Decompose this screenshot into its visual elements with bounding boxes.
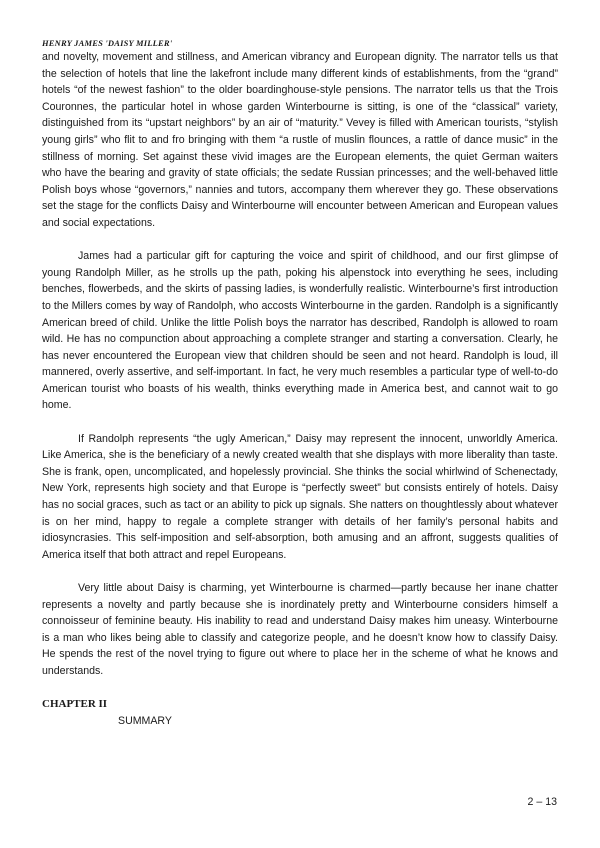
running-header: HENRY JAMES 'DAISY MILLER': [42, 38, 173, 48]
body-paragraph-4: Very little about Daisy is charming, yet Winterbourne is charmed—partly because her inane chatter represents a novelty and partly because she is inordinately pretty and Winterbourne considers himself a connoisseur of feminine beauty. His inability to read and understand Daisy makes him uneasy. Winterbourne is a man who likes being able to classify and categorize people, and he doesn’t know how to classify Daisy. He spends the rest of the novel trying to figure out where to place her in the scheme of what he knows and understands.: [42, 582, 558, 677]
body-paragraph-3: If Randolph represents “the ugly American,” Daisy may represent the innocent, unworldly America. Like America, she is the beneficiary of a newly created wealth that she displays with more liberality than taste. She is frank, open, uncomplicated, and hopelessly provincial. She thinks the social whirlwind of Schenectady, New York, represents high society and that Europe is “perfectly sweet” but consists entirely of hotels. Daisy has no social graces, such as tact or an ability to pick up signals. She natters on thoughtlessly about whatever is on her mind, happy to regale a complete stranger with details of her family’s personal habits and idiosyncrasies. This self-imposition and self-absorption, both amusing and an affront, suggests qualities of America itself that both attract and repel Europeans.: [42, 432, 558, 561]
body-paragraph-1: and novelty, movement and stillness, and American vibrancy and European dignity. The narrator tells us that the selection of hotels that line the lakefront include many different kinds of establishments, from the “grand” hotels “of the newest fashion” to the older boardinghouse-style pensions. The narrator tells us that the Trois Couronnes, the particular hotel in whose garden Winterbourne is sitting, is one of the “classical” variety, distinguished from its “upstart neighbors” by an air of “maturity.” Vevey is filled with American tourists, “stylish young girls” who flit to and fro bringing with them “a rustle of muslin flounces, a rattle of dance music” in the stillness of morning. Set against these vivid images are the European elements, the quiet German waiters who have the bearing and gravity of state officials; the sedate Russian princesses; and the well-behaved little Polish boys whose “governors,” nannies and tutors, accompany them wherever they go. These observations set the stage for the conflicts Daisy and Winterbourne will encounter between American and European values and social expectations.: [42, 51, 558, 229]
chapter-heading: CHAPTER II: [42, 697, 108, 710]
page-number: 2 – 13: [527, 796, 557, 808]
page-body: [42, 49, 558, 728]
body-paragraph-2: James had a particular gift for capturing the voice and spirit of childhood, and our first glimpse of young Randolph Miller, as he strolls up the path, poking his alpenstock into everything he sees, including benches, flowerbeds, and the skirts of passing ladies, is wonderfully realistic. Winterbourne’s first introduction to the Millers comes by way of Randolph, who accosts Winterbourne in the garden. Randolph is a significantly American breed of child. Unlike the little Polish boys the narrator has described, Randolph is allowed to roam wild. He has no compunction about approaching a complete stranger and starting a conversation. Clearly, he has never encountered the European view that children should be seen and not heard. Randolph is loud, ill mannered, overly assertive, and self-important. In fact, he very much resembles a particular type of well-to-do American tourist who boasts of his wealth, thinks everything made in America best, and cannot wait to go home.: [42, 250, 558, 412]
section-label: SUMMARY: [118, 714, 172, 727]
